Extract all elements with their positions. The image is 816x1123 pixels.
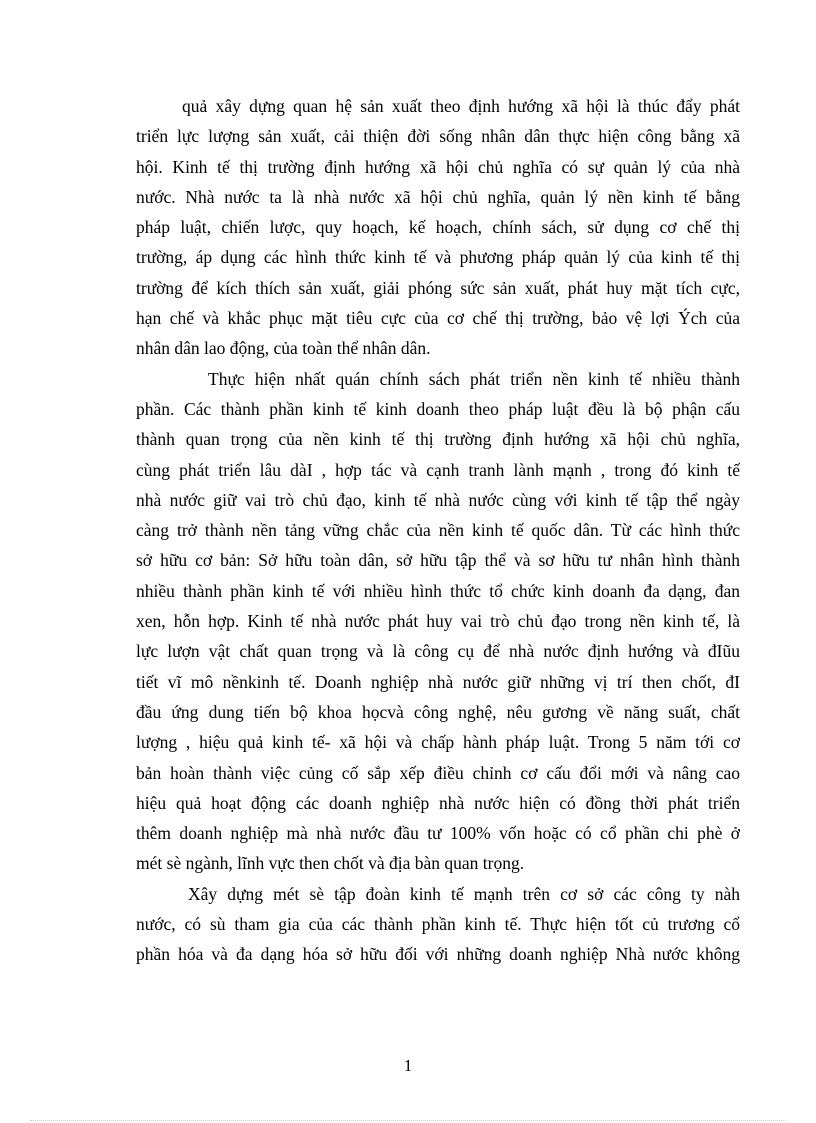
text-line: sở hữu cơ bản: Sở hữu toàn dân, sở hữu tập thể và sơ hữu tư nhân hình thành xyxy=(136,550,740,571)
text-line: hiệu quả hoạt động các doanh nghiệp nhà nước hiện có đồng thời phát triển xyxy=(136,792,740,813)
text-line: lực lượn vật chất quan trọng và là công cụ để nhà nước định hướng và đIũu xyxy=(136,641,740,662)
paragraph-3 xyxy=(136,879,740,970)
text-line: mét sè ngành, lĩnh vực then chốt và địa bàn quan trọng. xyxy=(136,853,525,874)
text-line: nước, có sù tham gia của các thành phần kinh tế. Thực hiện tốt củ trương cổ xyxy=(136,914,740,935)
text-line: xen, hỗn hợp. Kinh tế nhà nước phát huy vai trò chủ đạo trong nền kinh tế, là xyxy=(136,611,740,632)
text-line: phần hóa và đa dạng hóa sở hữu đối với những doanh nghiệp Nhà nước không xyxy=(136,944,740,965)
text-line: trường để kích thích sản xuất, giải phóng sức sản xuất, phát huy mặt tích cực, xyxy=(136,277,740,298)
document-body xyxy=(136,91,740,970)
text-line: cùng phát triển lâu dàI , hợp tác và cạnh tranh lành mạnh , trong đó kinh tế xyxy=(136,459,740,480)
text-line: thêm doanh nghiệp mà nhà nước đầu tư 100% vốn hoặc có cổ phần chi phè ở xyxy=(136,823,740,844)
text-line: triển lực lượng sản xuất, cải thiện đời sống nhân dân thực hiện công bằng xã xyxy=(136,126,740,147)
text-line: phần. Các thành phần kinh tế kinh doanh theo pháp luật đều là bộ phận cấu xyxy=(136,398,740,419)
text-line: đầu ứng dung tiến bộ khoa họcvà công nghệ, nêu gương về năng suất, chất xyxy=(136,701,740,722)
paragraph-1 xyxy=(136,91,740,364)
text-line: càng trở thành nền tảng vững chắc của nền kinh tế quốc dân. Từ các hình thức xyxy=(136,520,740,541)
text-line: bản hoàn thành việc củng cố sắp xếp điều chỉnh cơ cấu đổi mới và nâng cao xyxy=(136,762,740,783)
text-line: pháp luật, chiến lược, quy hoạch, kế hoạch, chính sách, sử dụng cơ chế thị xyxy=(136,217,740,238)
text-line: hạn chế và khắc phục mặt tiêu cực của cơ chế thị trường, bảo vệ lợi Ých của xyxy=(136,308,740,329)
page-bottom-divider xyxy=(30,1120,786,1121)
text-line: trường, áp dụng các hình thức kinh tế và phương pháp quản lý của kinh tế thị xyxy=(136,247,740,268)
text-line: nhà nước giữ vai trò chủ đạo, kinh tế nhà nước cùng với kinh tế tập thể ngày xyxy=(136,489,740,510)
page-number: 1 xyxy=(403,1056,413,1075)
text-line: Thực hiện nhất quán chính sách phát triển nền kinh tế nhiều thành xyxy=(208,368,740,389)
text-line: quả xây dựng quan hệ sản xuất theo định hướng xã hội là thúc đẩy phát xyxy=(182,96,740,116)
text-line: thành quan trọng của nền kinh tế thị trường định hướng xã hội chủ nghĩa, xyxy=(136,429,740,450)
text-line: tiết vĩ mô nềnkinh tế. Doanh nghiệp nhà nước giữ những vị trí then chốt, đI xyxy=(136,671,740,692)
text-line: hội. Kinh tế thị trường định hướng xã hội chủ nghĩa có sự quản lý của nhà xyxy=(136,156,740,177)
paragraph-2 xyxy=(136,364,740,879)
text-line: Xây dựng mét sè tập đoàn kinh tế mạnh trên cơ sở các công ty nàh xyxy=(188,883,740,904)
text-line: nhân dân lao động, của toàn thể nhân dân. xyxy=(136,338,431,359)
text-line: nhiều thành phần kinh tế với nhiều hình thức tổ chức kinh doanh đa dạng, đan xyxy=(136,580,740,601)
text-line: lượng , hiệu quả kinh tế- xã hội và chấp hành pháp luật. Trong 5 năm tới cơ xyxy=(136,732,740,753)
text-line: nước. Nhà nước ta là nhà nước xã hội chủ nghĩa, quản lý nền kinh tế bằng xyxy=(136,186,740,207)
